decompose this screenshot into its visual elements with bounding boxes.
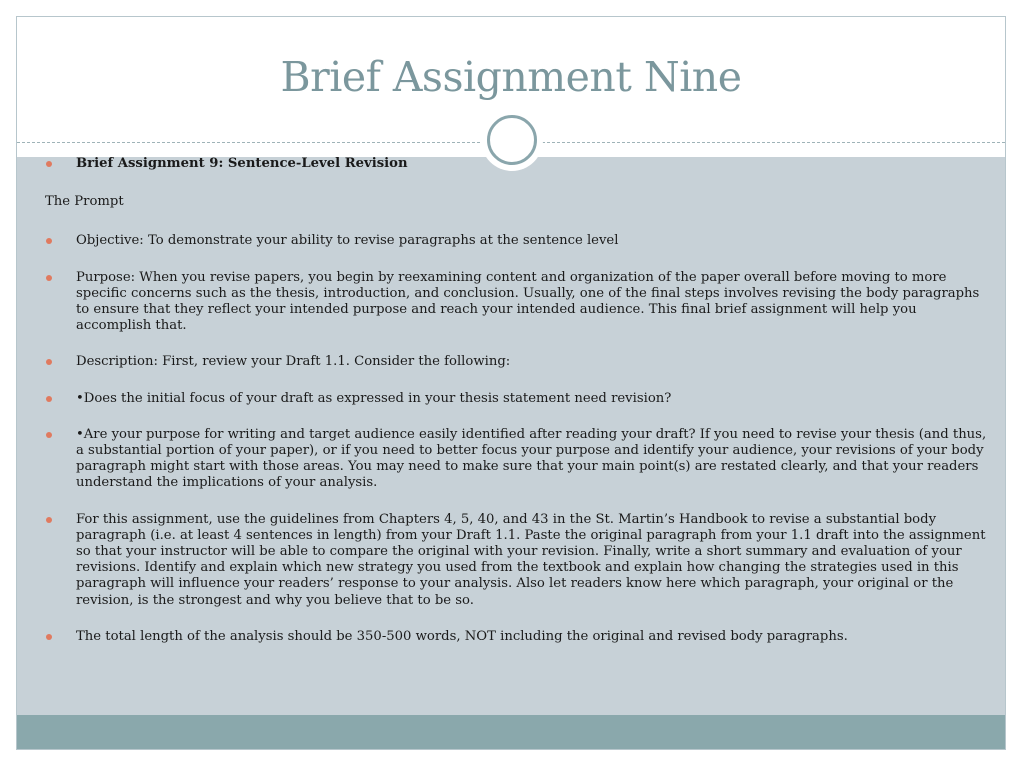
slide: [16, 16, 1006, 750]
list-item: [43, 354, 993, 370]
list-item-text: •Does the initial focus of your draft as expressed in your thesis statement need revision?: [76, 390, 672, 406]
list-item-text: Description: First, review your Draft 1.1. Consider the following:: [76, 354, 511, 370]
list-item-text: For this assignment, use the guidelines from Chapters 4, 5, 40, and 43 in the St. Martin’s Handbook to revise a substantial body paragraph (i.e. at least 4 sentences in length) from your Draft 1.1. Paste the original paragraph from your 1.1 draft into the assignment so that your instructor will be able to compare the original with your revision. Finally, write a short summary and evaluation of your revisions. Identify and explain which new strategy you used from the textbook and explain how changing the strategies used in this paragraph will influence your readers’ response to your analysis. Also let readers know here which paragraph, your original or the revision, is the strongest and why you believe that to be so.: [76, 511, 986, 608]
bullet-icon: [46, 161, 52, 167]
list-item: [43, 233, 993, 249]
list-item: [43, 391, 993, 407]
bullet-icon: [46, 359, 52, 365]
slide-title: Brief Assignment Nine: [280, 53, 742, 101]
footer-bar: [17, 715, 1005, 749]
list-item-text: •Are your purpose for writing and target audience easily identified after reading your draft? If you need to revise your thesis (and thus, a substantial portion of your paper), or if you need to better focus your purpose and identify your audience, your revisions of your body paragraph might start with those areas. You may need to make sure that your main point(s) are restated clearly, and that your readers understand the implications of your analysis.: [76, 426, 987, 491]
subheading: The Prompt: [45, 194, 124, 210]
slide-content: [43, 156, 993, 665]
list-item-text: Objective: To demonstrate your ability to revise paragraphs at the sentence level: [76, 233, 619, 249]
list-item-heading: [43, 156, 993, 172]
list-item-text: Purpose: When you revise papers, you begin by reexamining content and organization of the paper overall before moving to more specific concerns such as the thesis, introduction, and conclusion. Usually, one of the final steps involves revising the body paragraphs to ensure that they reflect your intended purpose and reach your intended audience. This final brief assignment will help you accomplish that.: [76, 269, 980, 334]
list-item: [43, 512, 993, 609]
heading-text: Brief Assignment 9: Sentence-Level Revision: [76, 156, 408, 171]
list-item: [43, 427, 993, 492]
list-item: [43, 629, 993, 645]
bullet-icon: [46, 517, 52, 523]
bullet-icon: [46, 275, 52, 281]
list-item: [43, 270, 993, 335]
bullet-icon: [46, 432, 52, 438]
bullet-icon: [46, 634, 52, 640]
bullet-icon: [46, 396, 52, 402]
list-item-text: The total length of the analysis should be 350-500 words, NOT including the original and revised body paragraphs.: [76, 628, 848, 644]
bullet-icon: [46, 238, 52, 244]
